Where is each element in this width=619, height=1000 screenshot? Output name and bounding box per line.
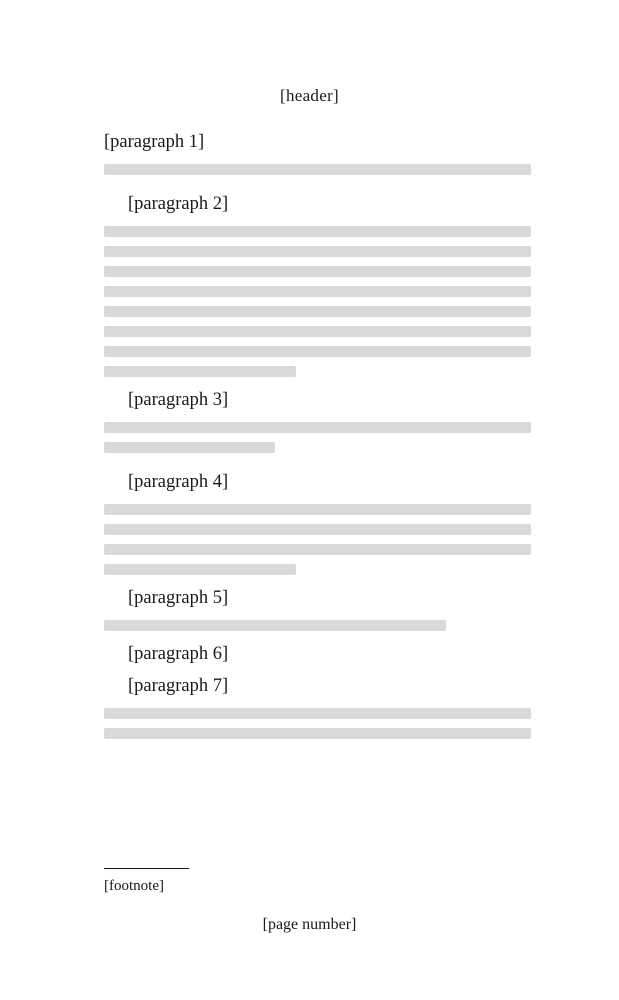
placeholder-line [104, 728, 531, 739]
placeholder-line [104, 504, 531, 515]
paragraph-5 [104, 584, 531, 631]
footnote-rule [104, 868, 189, 869]
paragraph-1 [104, 128, 531, 175]
placeholder-line [104, 306, 531, 317]
body-text [104, 128, 531, 748]
placeholder-line [104, 422, 531, 433]
placeholder-line [104, 564, 296, 575]
placeholder-line [104, 708, 531, 719]
footnote: [footnote] [104, 878, 164, 894]
placeholder-line [104, 544, 531, 555]
paragraph-6 [104, 640, 531, 668]
placeholder-line [104, 442, 275, 453]
placeholder-line [104, 326, 531, 337]
paragraph-7-text: [paragraph 7] [128, 676, 229, 696]
placeholder-line [104, 266, 531, 277]
paragraph-5-text: [paragraph 5] [128, 588, 229, 608]
page-number: [page number] [262, 916, 357, 933]
paragraph-4-text: [paragraph 4] [128, 472, 229, 492]
placeholder-line [104, 164, 531, 175]
paragraph-2-text: [paragraph 2] [128, 194, 229, 214]
placeholder-line [104, 286, 531, 297]
paragraph-2 [104, 190, 531, 377]
running-header: [header] [279, 86, 340, 105]
paragraph-4 [104, 468, 531, 575]
paragraph-1-text: [paragraph 1] [104, 132, 205, 152]
paragraph-6-text: [paragraph 6] [128, 644, 229, 664]
placeholder-line [104, 226, 531, 237]
paragraph-7 [104, 672, 531, 739]
placeholder-line [104, 524, 531, 535]
paragraph-3-text: [paragraph 3] [128, 390, 229, 410]
placeholder-line [104, 366, 296, 377]
paragraph-3 [104, 386, 531, 453]
placeholder-line [104, 620, 446, 631]
placeholder-line [104, 246, 531, 257]
placeholder-line [104, 346, 531, 357]
